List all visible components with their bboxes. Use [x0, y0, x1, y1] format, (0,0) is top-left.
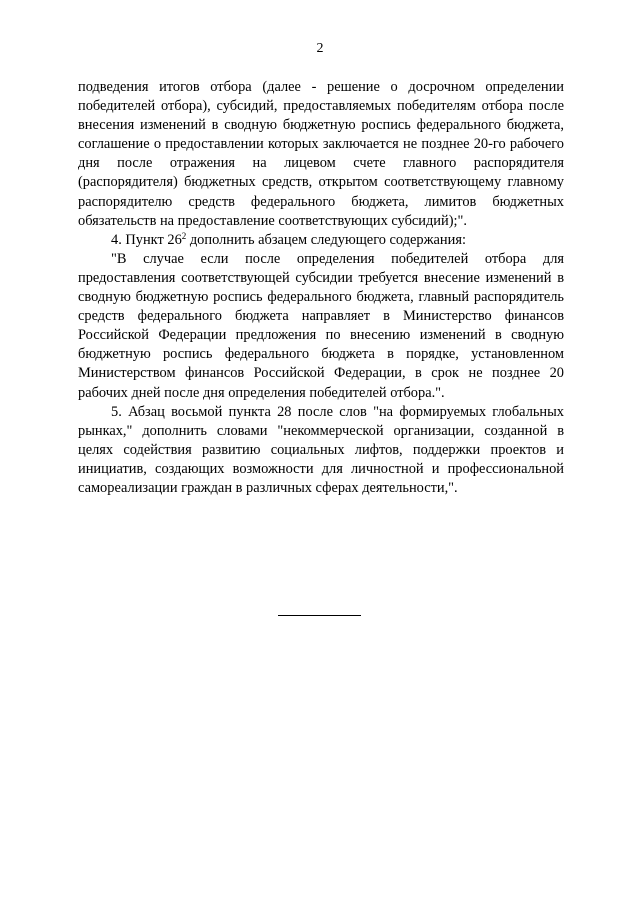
paragraph-item-4	[78, 231, 564, 250]
paragraph-item-5: 5. Абзац восьмой пункта 28 после слов "на формируемых глобальных рынках," дополнить словами "некоммерческой организации, созданной в целях содействия развитию социальных лифтов, поддержки проектов и инициатив, создающих возможности для личностной и профессиональной самореализации граждан в различных сферах деятельности,".	[78, 403, 564, 496]
item-4-text-end: дополнить абзацем следующего содержания:	[186, 231, 466, 248]
item-4-superscript: 2	[181, 230, 187, 241]
page-number: 2	[316, 41, 324, 56]
paragraph-continuation: подведения итогов отбора (далее - решение о досрочном определении победителей отбора), субсидий, предоставляемых победителям отбора после внесения изменений в сводную бюджетную роспись федерального бюджета, соглашение о предоставлении которых заключается не позднее 20-го рабочего дня после отражения на лицевом счете главного распорядителя (распорядителя) бюджетных средств, открытом соответствующему главному распорядителю средств федерального бюджета, лимитов бюджетных обязательств на предоставление соответствующих субсидий);".	[78, 79, 564, 229]
paragraph-quoted-addition: "В случае если после определения победителей отбора для предоставления соответствующей субсидии требуется внесение изменений в сводную бюджетную роспись федерального бюджета, главный распорядитель средств федерального бюджета направляет в Министерство финансов Российской Федерации предложения по внесению изменений в сводную бюджетную роспись федерального бюджета в порядке, установленном Министерством финансов Российской Федерации, в срок не позднее 20 рабочих дней после дня определения победителей отбора.".	[78, 250, 564, 401]
document-body	[78, 78, 564, 498]
item-4-text-start: 4. Пункт 26	[111, 231, 182, 248]
end-of-document-rule	[278, 615, 361, 616]
